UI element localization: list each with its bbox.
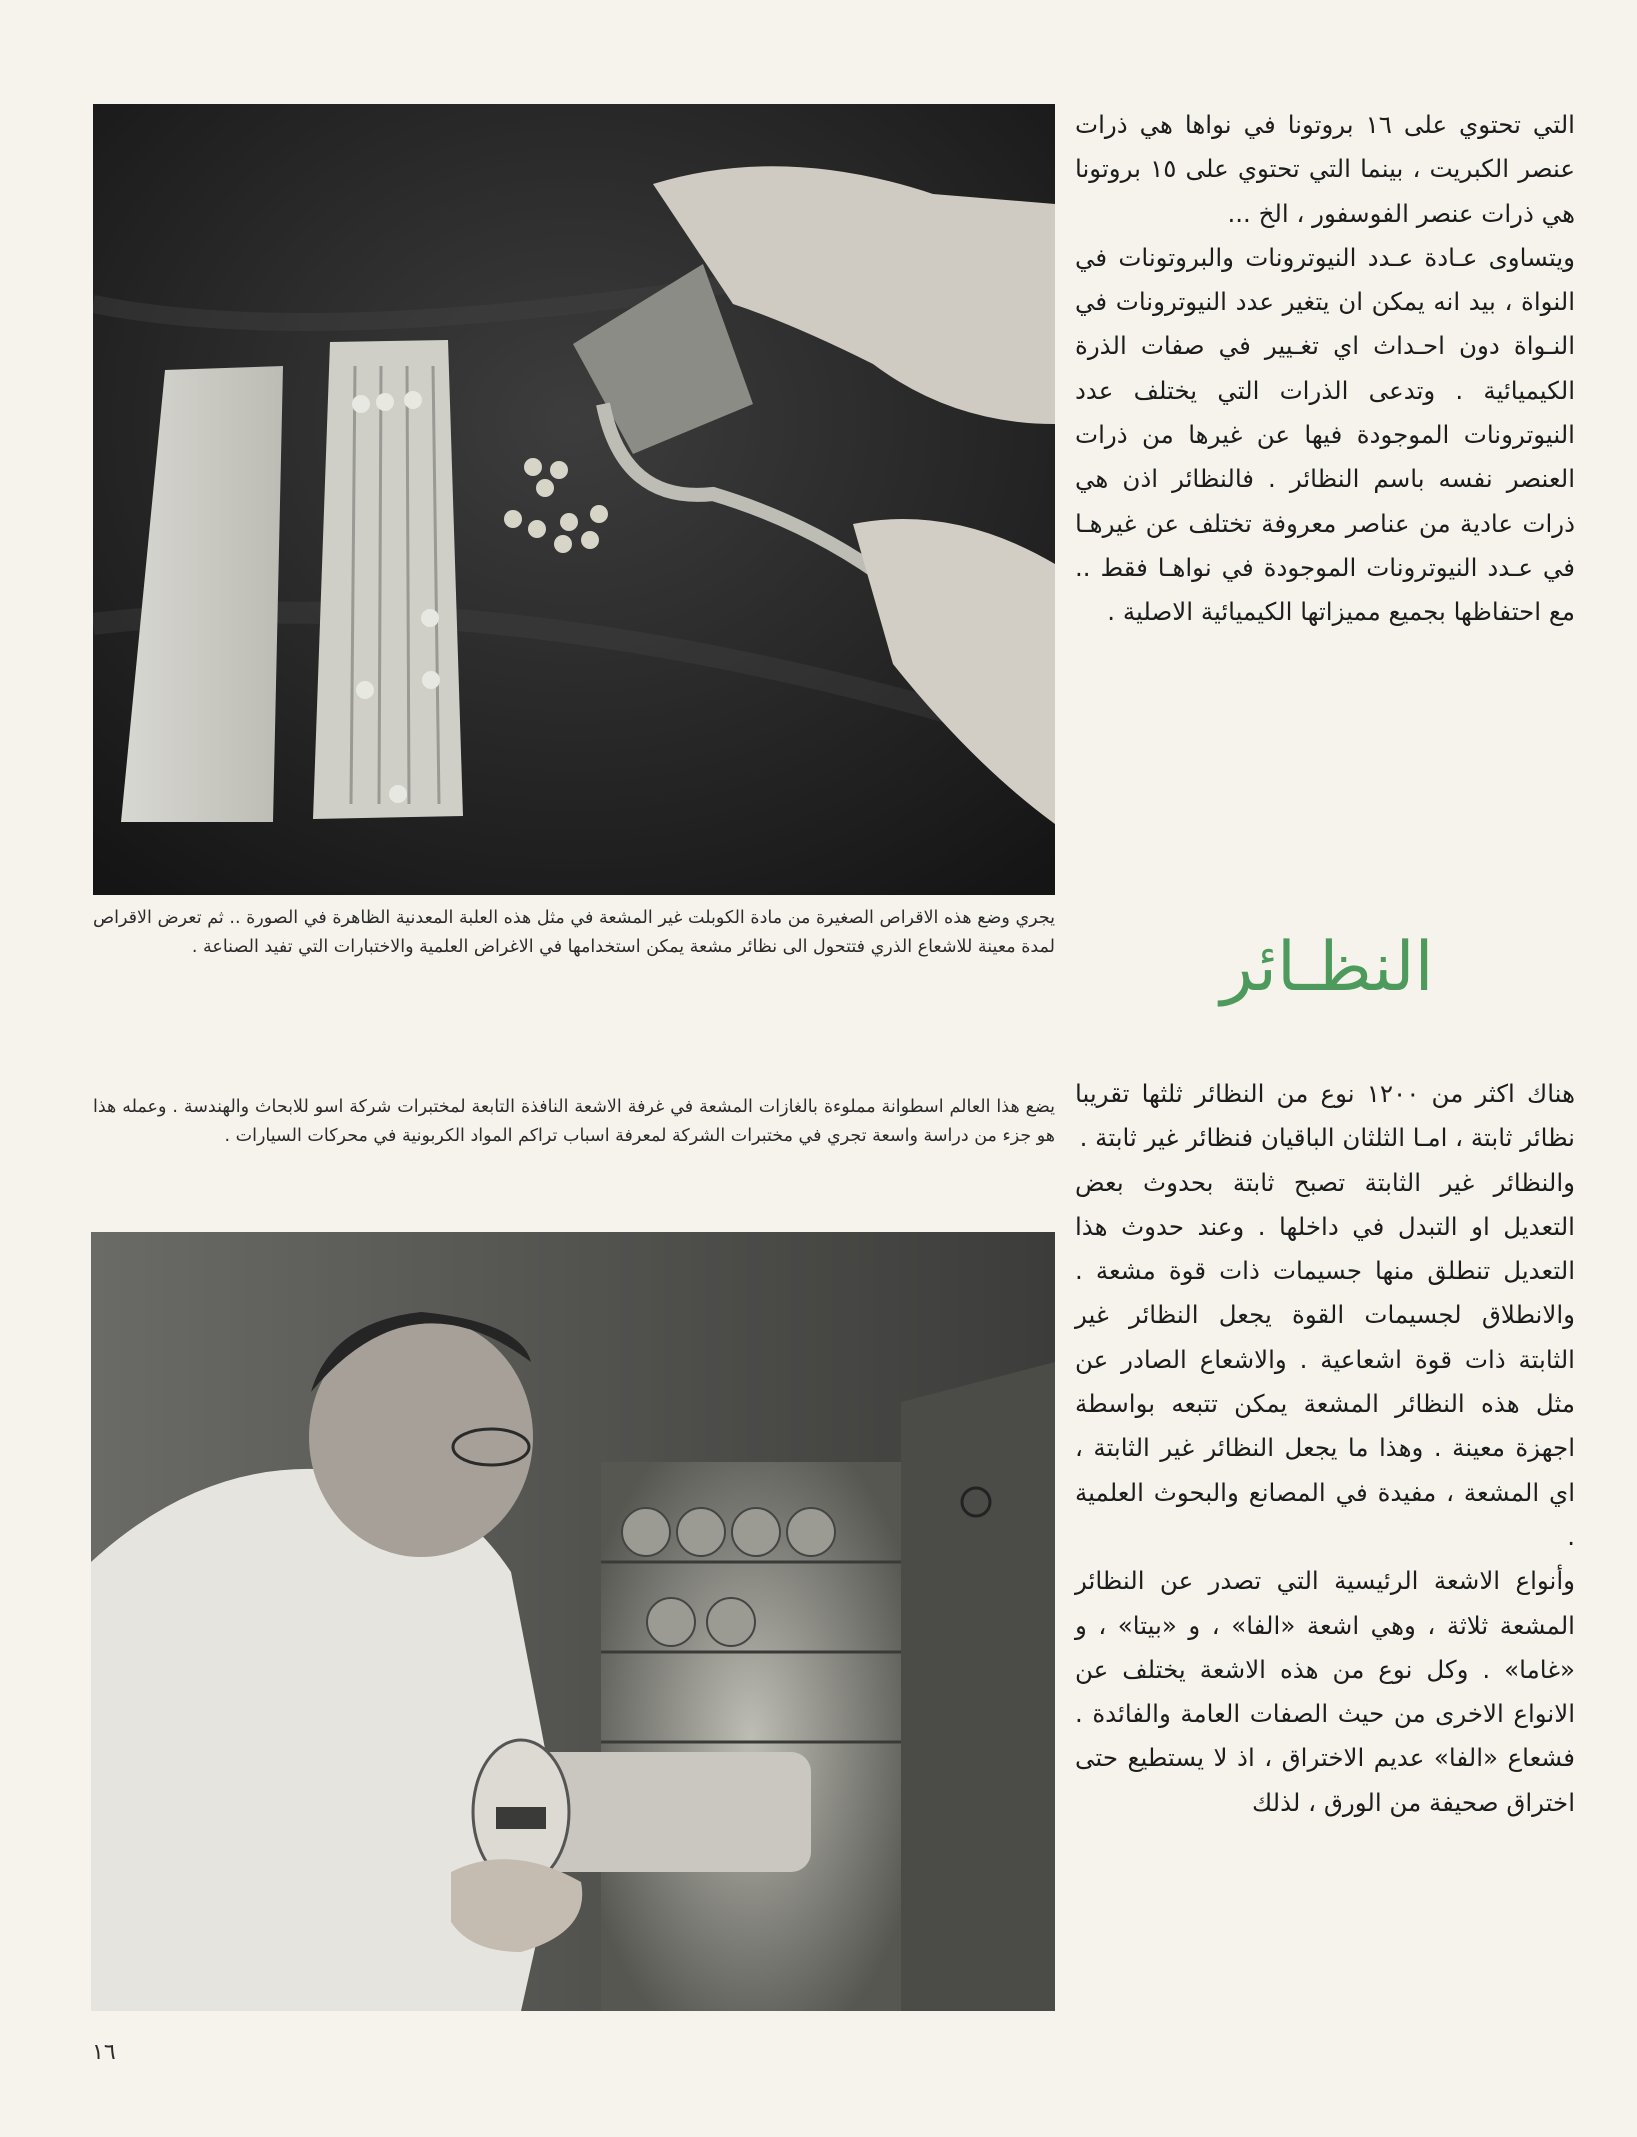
article-column-bottom [1075, 1072, 1575, 1825]
caption-cobalt-discs: يجري وضع هذه الاقراص الصغيرة من مادة الكوبلت غير المشعة في مثل هذه العلبة المعدنية الظاهرة في الصورة .. ثم تعرض الاقراص لمدة معينة للاشعاع الذري فتتحول الى نظائر مشعة يمكن استخدامها في الاغراض العلمية والاختبارات التي تفيد الصناعة . [93, 908, 1055, 957]
page-number: ١٦ [92, 2040, 116, 2065]
photo-scientist-cylinder [91, 1232, 1055, 2011]
paragraph: ويتساوى عـادة عـدد النيوترونات والبروتونات في النواة ، بيد انه يمكن ان يتغير عدد النيوترونات في النـواة دون احـداث اي تغـيير في صفات الذرة الكيميائية . وتدعى الذرات التي يختلف عدد النيوترونات الموجودة فيها عن غيرها من ذرات العنصر نفسه باسم النظائر . فالنظائر اذن هي ذرات عادية من عناصر معروفة تختلف عن غيرهـا في عـدد النيوترونات الموجودة في نواهـا فقط .. مع احتفاظها بجميع مميزاتها الكيميائية الاصلية . [1075, 242, 1575, 627]
caption-radiation-room: يضع هذا العالم اسطوانة مملوءة بالغازات المشعة في غرفة الاشعة النافذة التابعة لمختبرات شركة اسو للابحاث والهندسة . وعمله هذا هو جزء من دراسة واسعة تجري في مختبرات الشركة لمعرفة اسباب تراكم المواد الكربونية في محركات السيارات . [93, 1097, 1055, 1146]
photo-cobalt-discs [93, 104, 1055, 895]
paragraph: هناك اكثر من ١٢٠٠ نوع من النظائر ثلثها تقريبا نظائر ثابتة ، امـا الثلثان الباقيان فنظائر غير ثابتة . [1075, 1079, 1575, 1153]
paragraph: والنظائر غير الثابتة تصبح ثابتة بحدوث بعض التعديل او التبدل في داخلها . وعند حدوث هذا التعديل تنطلق منها جسيمات ذات قوة مشعة . والانطلاق لجسيمات القوة يجعل النظائر غير الثابتة ذات قوة اشعاعية . والاشعاع الصادر عن مثل هذه النظائر المشعة يمكن تتبعه بواسطة اجهزة معينة . وهذا ما يجعل النظائر غير الثابتة ، اي المشعة ، مفيدة في المصانع والبحوث العلمية . [1075, 1167, 1575, 1551]
section-heading: النظـائر [1220, 928, 1434, 1007]
paragraph: وأنواع الاشعة الرئيسية التي تصدر عن النظائر المشعة ثلاثة ، وهي اشعة «الفا» ، و «بيتا» ، و «غاما» . وكل نوع من هذه الاشعة يختلف عن الانواع الاخرى من حيث الصفات العامة والفائدة . فشعاع «الفا» عديم الاختراق ، اذ لا يستطيع حتى اختراق صحيفة من الورق ، لذلك [1075, 1566, 1575, 1817]
photo-scientist-cylinder-art [91, 1232, 1055, 2011]
paragraph: التي تحتوي على ١٦ بروتونا في نواها هي ذرات عنصر الكبريت ، بينما التي تحتوي على ١٥ بروتونا هي ذرات عنصر الفوسفور ، الخ ... [1075, 110, 1575, 228]
photo-cobalt-discs-art [93, 104, 1055, 895]
article-column-top [1075, 103, 1575, 635]
